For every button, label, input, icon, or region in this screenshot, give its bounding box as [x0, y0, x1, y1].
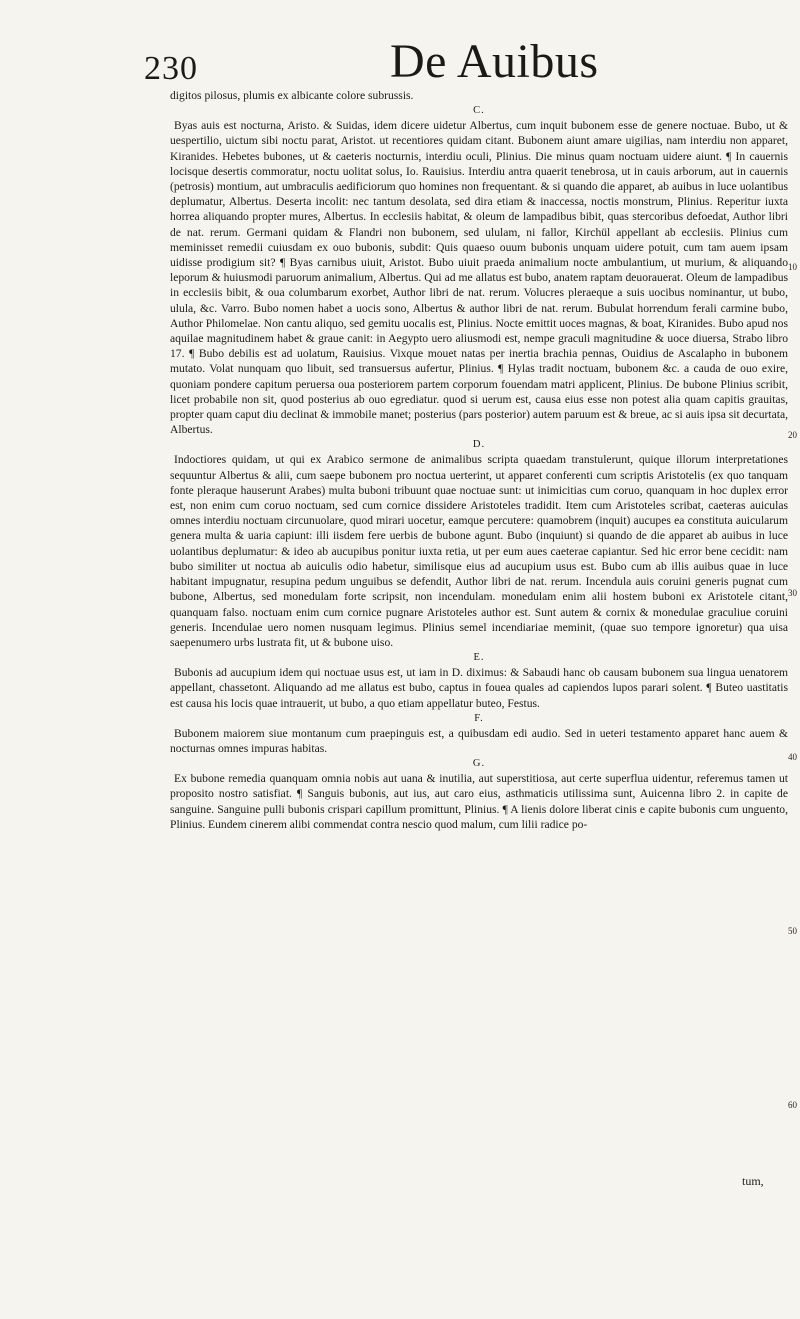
section-c-paragraph: Byas auis est nocturna, Aristo. & Suidas, idem dicere uidetur Albertus, cum inquit bubonem esse de genere noctuae. Bubo, ut & uespertilio, uictum sibi noctu parat, Aristot. ut recentiores quidam citant. Bubonem aiunt amare uigilias, nam interdiu non apparet, Kiranides. Hebetes bubones, ut & caeteris nocturnis, interdiu oculi, Plinius. Die minus quam noctuam uidere aiunt. ¶ In cauernis locisque desertis commoratur, noctu uolitat solus, Io. Rauisius. Interdiu antra quaerit tenebrosa, ut in cauis arborum, aut in cauernis (petrosis) montium, aut umbraculis aedificiorum quo homines non frequentant. & si quando die apparet, ab auibus in luce uolantibus deplumatur, Albertus. Deserta incolit: nec tantum desolata, sed dira etiam & inaccessa, noctis monstrum, Plinius. Reperitur iuxta horrea aliquando propter mures, Albertus. In ecclesiis habitat, & oleum de lampadibus bibit, quas stercoribus defoedat, Author libri de nat. rerum. Germani quidam & Flandri non bubonem, sed ululam, ni fallor, Kirchül appellant ab ecclesiis. Plinius cum meminisset remedii cuiusdam ex ouo bubonis, subdit: Quis quaeso ouum bubonis unquam uidere potuit, cum tam auem ipsam uidisse prodigium sit? ¶ Byas carnibus uiuit, Aristot. Bubo uiuit praeda animalium nocte ambulantium, ut murium, & aliquando leporum & huiusmodi paruorum animalium, Albertus. Qui ad me allatus est bubo, anatem raptam deuorauerat. Oleum de lampadibus in ecclesiis bibit, & oua columbarum exorbet, Author libri de nat. rerum. Volucres pleraeque a suis uocibus nominantur, ut bubo, ulula, &c. Varro. Bubo nomen habet a uocis sono, Albertus & author libri de nat. rerum. Bubulat horrendum ferali carmine bubo, Author Philomelae. Non cantu aliquo, sed gemitu uocalis est, Plinius. Nocte emittit uoces magnas, & boat, Kiranides. Bubo apud nos aquilae magnitudinem habet & graue canit: in Aegypto uero aliusmodi est, nempe graculi magnitudine & uoce diuersa, Strabo libro 17. ¶ Bubo debilis est ad uolatum, Rauisius. Vixque mouet natas per inertia brachia pennas, Ouidius de Ascalapho in bubonem mutato. Volat nunquam quo libuit, sed transuersus aufertur, Plinius. ¶ Hylas tradit noctuam, bubonem &c. a cauda de ouo exire, quoniam pondere capitum peruersa oua posteriorem partem corporum fouendam matri applicent, Plinius. De bubone Plinius scribit, licet probabile non sit, quod posterius ab ouo egrediatur. quod si uerum est, causa eius esse non potest alia quam capitis grauitas, propter quam caput diu declinat & immobile manet; posterius (pars posterior) autem paruum est & breue, ac si auis ipsa sit decurtata, Albertus. [170, 119, 788, 437]
section-g-paragraph: Ex bubone remedia quanquam omnia nobis aut uana & inutilia, aut superstitiosa, aut certe superflua uidentur, referemus tamen ut proposito nostro satisfiat. ¶ Sanguis bubonis, aut ius, aut caro eius, asthmaticis utilissima sunt, Auicenna libro 2. in capite de sanguine. Sanguine pulli bubonis crispari capillum promittunt, Plinius. ¶ A lienis dolore liberat cinis e capite bubonis cum unguento, Plinius. Eundem cinerem alibi commendat contra nescio quod malum, cum lilii radice po- [170, 772, 788, 831]
section-letter-e: E. [473, 652, 485, 664]
margin-line-number: 20 [788, 430, 797, 440]
margin-line-number: 10 [788, 262, 797, 272]
section-f-paragraph: Bubonem maiorem siue montanum cum praepinguis est, a quibusdam edi audio. Sed in ueteri testamento apparet hanc auem & nocturnas omnes impuras habitas. [170, 726, 788, 755]
margin-line-number: 30 [788, 588, 797, 598]
margin-line-number: 50 [788, 926, 797, 936]
section-letter-d: D. [472, 439, 486, 451]
margin-line-number: 40 [788, 752, 797, 762]
section-e-paragraph: Bubonis ad aucupium idem qui noctuae usus est, ut iam in D. diximus: & Sabaudi hanc ob causam bubonem sua lingua uenatorem appellant, chassetont. Aliquando ad me allatus est bubo, captus in fouea quales ad capiendos lupos parari solent. ¶ Buteo uastitatis est causa his locis quae intrauerit, ut bubo, a quo etiam appellatur buteo, Festus. [170, 666, 788, 710]
intro-paragraph: digitos pilosus, plumis ex albicante colore subrussis. [170, 89, 414, 102]
section-letter-f: F. [474, 712, 484, 724]
section-d-paragraph: Indoctiores quidam, ut qui ex Arabico sermone de animalibus scripta quaedam transtulerunt, quique illorum interpretationes sequuntur Albertus & alii, cum saepe bubonem pro noctua uerterint, ut apparet conferenti cum scriptis Aristotelis (ex quo tanquam fonte pleraque hauserunt Arabes) multa buboni tribuunt quae noctuae sunt: ut inimicitias cum coruo, quanquam in hoc duplex error est, non enim cum coruo noctuam, sed cum cornice dissidere Aristoteles tradidit. Item cum Aristoteles scribat, caeteras auiculas omnes interdiu noctuam circunuolare, quod mirari uocetur, eamque percutere: quamobrem (inquit) aucupes ea constituta auicularum genera multa & uaria capiunt: illi iisdem fere uerbis de bubone agunt. Bubo (inquiunt) si quando de die apparet ab auibus in luce uolantibus deplumatur: & ideo ab aucupibus ponitur iuxta retia, ut per eum aues caeterae capiantur. Sed hic error bene cecidit: nam bubo similiter ut noctua ab auiculis odio habetur, similisque eius ad aucupium usus est. Bubo cum ab illis auibus quae in luce habitant impugnatur, resupina pedum unguibus se defendit, Author libri de nat. rerum. Incendula auis coruini generis pugnat cum bubone, Albertus, sed monedulam forte scripsit, non incendulam. monedulam enim alii hostem buboni ex Aristotele citant, quanquam falso. noctuam enim cum cornice pugnare Aristoteles author est. Sunt autem & cornix & monedulae graculiue coruini generis. Incendulae uero nomen nusquam legimus. Plinius semel incendiariae meminit, (quae suo tempore ignoretur) qua uisa saepenumero urbs lustrata fit, ut & bubone uiso. [170, 453, 788, 649]
section-letter-c: C. [473, 105, 485, 117]
margin-line-number: 60 [788, 1100, 797, 1110]
closing-word: tum, [742, 1174, 764, 1188]
body-text [170, 88, 788, 832]
section-letter-g: G. [472, 758, 486, 770]
page-number: 230 [144, 50, 198, 87]
running-head: De Auibus [390, 35, 599, 88]
